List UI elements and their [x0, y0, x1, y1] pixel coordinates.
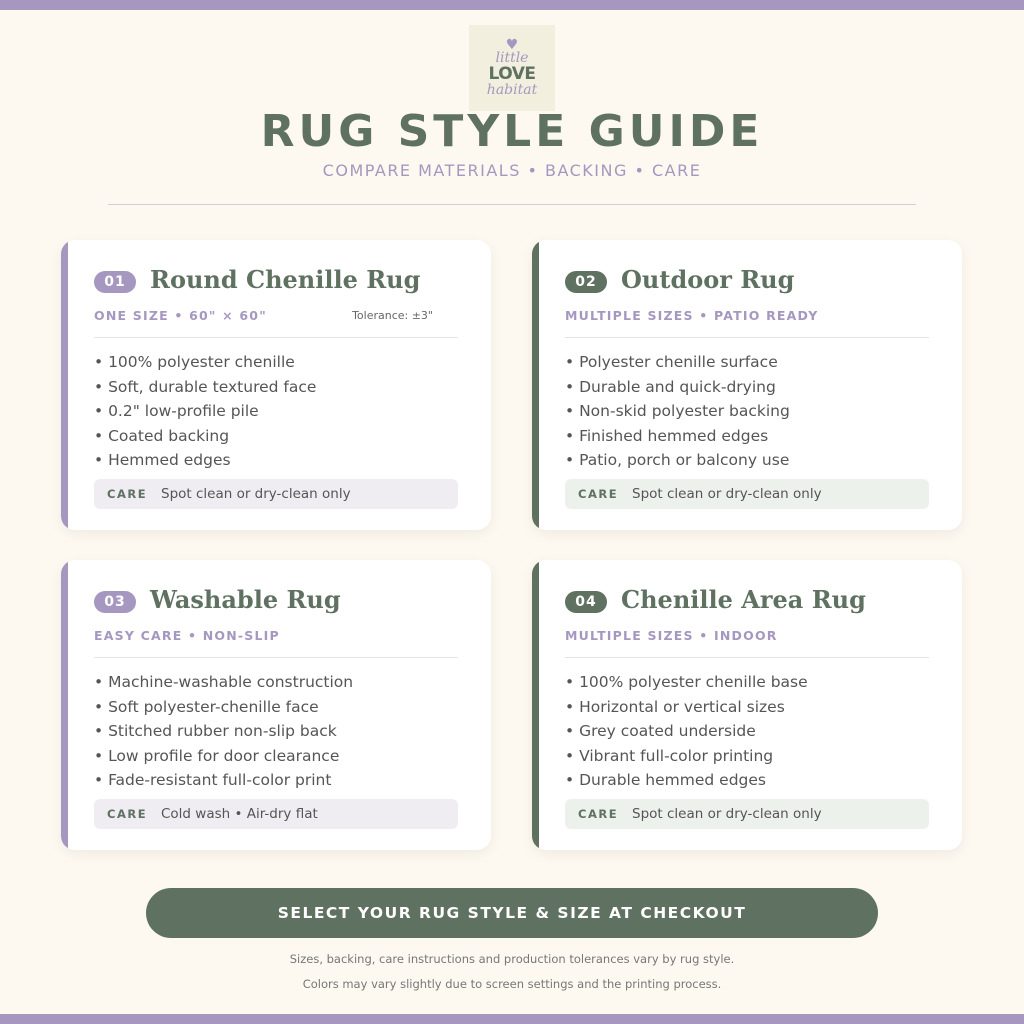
feature-item: • Machine-washable construction — [94, 673, 354, 691]
card-number-badge: 02 — [565, 271, 607, 293]
rug-card-round-chenille — [61, 240, 491, 530]
feature-item: • Horizontal or vertical sizes — [565, 697, 785, 716]
care-box — [565, 799, 929, 829]
card-meta: EASY CARE • NON-SLIP — [94, 628, 280, 643]
feature-item: • Soft polyester-chenille face — [94, 697, 319, 716]
care-box — [94, 479, 458, 509]
feature-item: • Durable and quick-drying — [565, 377, 776, 396]
feature-item: • Durable hemmed edges — [565, 771, 766, 790]
feature-list — [94, 350, 316, 473]
feature-item: • Grey coated underside — [565, 722, 756, 741]
card-title: Washable Rug — [150, 585, 341, 614]
feature-item: • Non-skid polyester backing — [565, 402, 790, 421]
header-divider — [108, 204, 916, 205]
care-label: CARE — [107, 807, 148, 821]
card-divider — [565, 337, 929, 338]
care-text: Spot clean or dry-clean only — [632, 486, 822, 502]
card-number-badge: 04 — [565, 591, 607, 613]
select-style-button[interactable]: SELECT YOUR RUG STYLE & SIZE AT CHECKOUT — [146, 888, 878, 938]
top-accent-bar — [0, 0, 1024, 10]
feature-item: • Fade-resistant full-color print — [94, 771, 332, 790]
care-text: Spot clean or dry-clean only — [161, 486, 351, 502]
card-meta: ONE SIZE • 60" × 60" — [94, 308, 267, 323]
footer-note-sizes: Sizes, backing, care instructions and production tolerances vary by rug style. — [289, 952, 735, 966]
page-subtitle: COMPARE MATERIALS • BACKING • CARE — [322, 161, 702, 180]
brand-logo — [469, 25, 555, 111]
feature-item: • Stitched rubber non-slip back — [94, 722, 337, 741]
feature-item: • Patio, porch or balcony use — [565, 451, 790, 470]
feature-item: • 100% polyester chenille — [94, 353, 295, 371]
care-label: CARE — [578, 487, 619, 501]
bottom-accent-bar — [0, 1014, 1024, 1024]
care-text: Cold wash • Air-dry flat — [161, 806, 318, 822]
feature-list — [565, 350, 790, 473]
card-divider — [565, 657, 929, 658]
care-box — [94, 799, 458, 829]
feature-item: • Polyester chenille surface — [565, 353, 778, 371]
page-title: RUG STYLE GUIDE — [260, 106, 764, 157]
care-box — [565, 479, 929, 509]
care-label: CARE — [107, 487, 148, 501]
care-text: Spot clean or dry-clean only — [632, 806, 822, 822]
care-label: CARE — [578, 807, 619, 821]
card-meta: MULTIPLE SIZES • PATIO READY — [565, 308, 819, 323]
logo-text-habitat: habitat — [486, 82, 538, 98]
heart-icon: ♥ — [505, 37, 519, 53]
rug-card-washable — [61, 560, 491, 850]
rug-card-chenille-area — [532, 560, 962, 850]
card-divider — [94, 337, 458, 338]
feature-list — [94, 670, 353, 793]
card-accent-bar — [532, 240, 539, 530]
card-divider — [94, 657, 458, 658]
rug-card-outdoor — [532, 240, 962, 530]
logo-text-love: LOVE — [488, 64, 536, 84]
card-title: Round Chenille Rug — [150, 265, 421, 294]
feature-item: • 0.2" low-profile pile — [94, 402, 259, 421]
card-title: Chenille Area Rug — [621, 585, 866, 614]
feature-item: • Coated backing — [94, 426, 230, 445]
card-accent-bar — [61, 240, 68, 530]
card-tolerance: Tolerance: ±3" — [352, 309, 433, 322]
card-meta: MULTIPLE SIZES • INDOOR — [565, 628, 778, 643]
card-number-badge: 03 — [94, 591, 136, 613]
feature-list — [565, 670, 808, 793]
feature-item: • Low profile for door clearance — [94, 746, 340, 765]
card-accent-bar — [61, 560, 68, 850]
feature-item: • Vibrant full-color printing — [565, 746, 774, 765]
card-accent-bar — [532, 560, 539, 850]
feature-item: • Finished hemmed edges — [565, 426, 769, 445]
card-number-badge: 01 — [94, 271, 136, 293]
feature-item: • Hemmed edges — [94, 451, 231, 470]
feature-item: • 100% polyester chenille base — [565, 673, 808, 691]
feature-item: • Soft, durable textured face — [94, 377, 317, 396]
footer-note-colors: Colors may vary slightly due to screen settings and the printing process. — [302, 977, 722, 991]
logo-text-little: little — [495, 50, 529, 66]
card-title: Outdoor Rug — [621, 265, 795, 294]
